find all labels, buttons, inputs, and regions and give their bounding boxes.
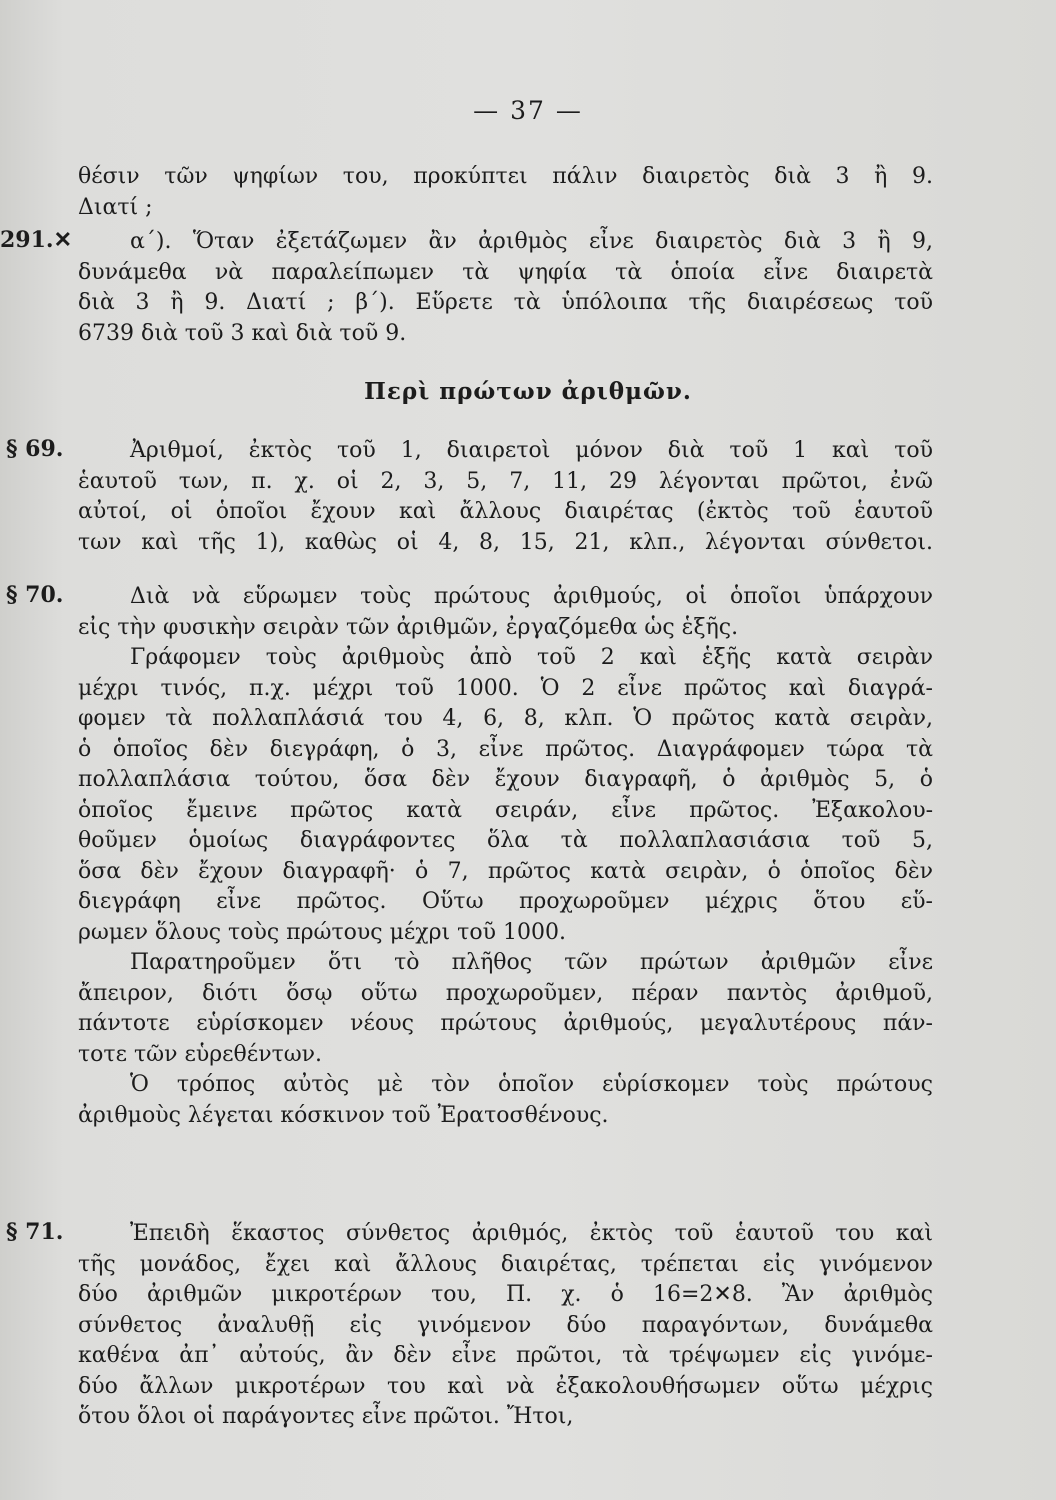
text-line: Ἀριθμοί, ἐκτὸς τοῦ 1, διαιρετοὶ μόνον διὰ τοῦ 1 καὶ τοῦ <box>130 438 933 463</box>
section-number: § 71. <box>6 1219 64 1245</box>
text-line: τῆς μονάδος, ἔχει καὶ ἄλλους διαιρέτας, τρέπεται εἰς γινόμενον <box>78 1251 933 1277</box>
text-line: ὅτου ὅλοι οἱ παράγοντες εἶνε πρῶτοι. Ἤτοι, <box>78 1404 574 1429</box>
text-line: ὅσα δὲν ἔχουν διαγραφῆ· ὁ 7, πρῶτος κατὰ σειρὰν, ὁ ὁποῖος δὲν <box>78 858 933 884</box>
text-line: των καὶ τῆς 1), καθὼς οἱ 4, 8, 15, 21, κλπ., λέγονται σύνθετοι. <box>78 529 933 555</box>
exercise-number: 291.✕ <box>0 227 73 253</box>
section-number: § 70. <box>6 582 64 608</box>
text-line: Ἐπειδὴ ἕκαστος σύνθετος ἀριθμός, ἐκτὸς τοῦ ἑαυτοῦ του καὶ <box>130 1221 933 1246</box>
section-71 <box>78 1219 933 1433</box>
text-line: αὐτοί, οἱ ὁποῖοι ἔχουν καὶ ἄλλους διαιρέτας (ἐκτὸς τοῦ ἑαυτοῦ <box>78 499 933 524</box>
text-line: Παρατηροῦμεν ὅτι τὸ πλῆθος τῶν πρώτων ἀριθμῶν εἶνε <box>130 950 933 975</box>
section-70 <box>78 582 933 1131</box>
text-line: θέσιν τῶν ψηφίων του, προκύπτει πάλιν διαιρετὸς διὰ 3 ἢ 9. <box>78 164 933 189</box>
text-line: φομεν τὰ πολλαπλάσιά του 4, 6, 8, κλπ. Ὁ πρῶτος κατὰ σειρὰν, <box>78 706 933 731</box>
text-line: ἀριθμοὺς λέγεται κόσκινον τοῦ Ἐρατοσθένους. <box>78 1102 609 1128</box>
text-line: ἄπειρον, διότι ὅσῳ οὕτω προχωροῦμεν, πέραν παντὸς ἀριθμοῦ, <box>78 980 933 1006</box>
text-line: τοτε τῶν εὑρεθέντων. <box>78 1041 323 1067</box>
text-line: δύο ἀριθμῶν μικροτέρων του, Π. χ. ὁ 16=2✕8. Ἂν ἀριθμὸς <box>78 1282 933 1307</box>
exercise-291 <box>78 227 933 349</box>
section-heading: Περὶ πρώτων ἀριθμῶν. <box>364 378 692 405</box>
text-line: ἑαυτοῦ των, π. χ. οἱ 2, 3, 5, 7, 11, 29 λέγονται πρῶτοι, ἐνῶ <box>78 468 933 494</box>
text-line: διὰ 3 ἢ 9. Διατί ; β΄). Εὕρετε τὰ ὑπόλοιπα τῆς διαιρέσεως τοῦ <box>78 290 933 315</box>
text-line: διεγράφη εἶνε πρῶτος. Οὕτω προχωροῦμεν μέχρις ὅτου εὕ- <box>78 889 933 914</box>
text-line: ρωμεν ὅλους τοὺς πρώτους μέχρι τοῦ 1000. <box>78 919 566 945</box>
text-line: δύο ἄλλων μικροτέρων του καὶ νὰ ἐξακολουθήσωμεν οὕτω μέχρις <box>78 1373 933 1399</box>
text-line: Διατί ; <box>78 194 153 220</box>
text-line: πάντοτε εὑρίσκομεν νέους πρώτους ἀριθμούς, μεγαλυτέρους πάν- <box>78 1011 933 1036</box>
intro-paragraph <box>78 162 933 223</box>
text-line: πολλαπλάσια τούτου, ὅσα δὲν ἔχουν διαγραφῆ, ὁ ἀριθμὸς 5, ὁ <box>78 767 933 792</box>
text-line: Διὰ νὰ εὕρωμεν τοὺς πρώτους ἀριθμούς, οἱ ὁποῖοι ὑπάρχουν <box>130 584 933 609</box>
text-line: α΄). Ὅταν ἐξετάζωμεν ἂν ἀριθμὸς εἶνε διαιρετὸς διὰ 3 ἢ 9, <box>130 229 933 254</box>
text-line: εἰς τὴν φυσικὴν σειρὰν τῶν ἀριθμῶν, ἐργαζόμεθα ὡς ἑξῆς. <box>78 614 739 640</box>
text-line: καθένα ἀπ᾽ αὐτούς, ἂν δὲν εἶνε πρῶτοι, τὰ τρέψωμεν εἰς γινόμε- <box>78 1343 933 1368</box>
text-line: θοῦμεν ὁμοίως διαγράφοντες ὅλα τὰ πολλαπλασιάσια τοῦ 5, <box>78 828 933 853</box>
page-number: — 37 — <box>473 96 583 125</box>
text-line: 6739 διὰ τοῦ 3 καὶ διὰ τοῦ 9. <box>78 320 407 346</box>
section-number: § 69. <box>6 436 64 462</box>
text-line: μέχρι τινός, π.χ. μέχρι τοῦ 1000. Ὁ 2 εἶνε πρῶτος καὶ διαγρά- <box>78 675 933 701</box>
text-line: Γράφομεν τοὺς ἀριθμοὺς ἀπὸ τοῦ 2 καὶ ἑξῆς κατὰ σειρὰν <box>130 645 933 670</box>
text-line: σύνθετος ἀναλυθῇ εἰς γινόμενον δύο παραγόντων, δυνάμεθα <box>78 1312 933 1338</box>
text-line: δυνάμεθα νὰ παραλείπωμεν τὰ ψηφία τὰ ὁποία εἶνε διαιρετὰ <box>78 259 933 285</box>
section-69 <box>78 436 933 558</box>
text-line: ὁποῖος ἔμεινε πρῶτος κατὰ σειράν, εἶνε πρῶτος. Ἐξακολου- <box>78 797 933 823</box>
text-line: Ὁ τρόπος αὐτὸς μὲ τὸν ὁποῖον εὑρίσκομεν τοὺς πρώτους <box>130 1072 933 1097</box>
text-line: ὁ ὁποῖος δὲν διεγράφη, ὁ 3, εἶνε πρῶτος. Διαγράφομεν τώρα τὰ <box>78 736 933 762</box>
